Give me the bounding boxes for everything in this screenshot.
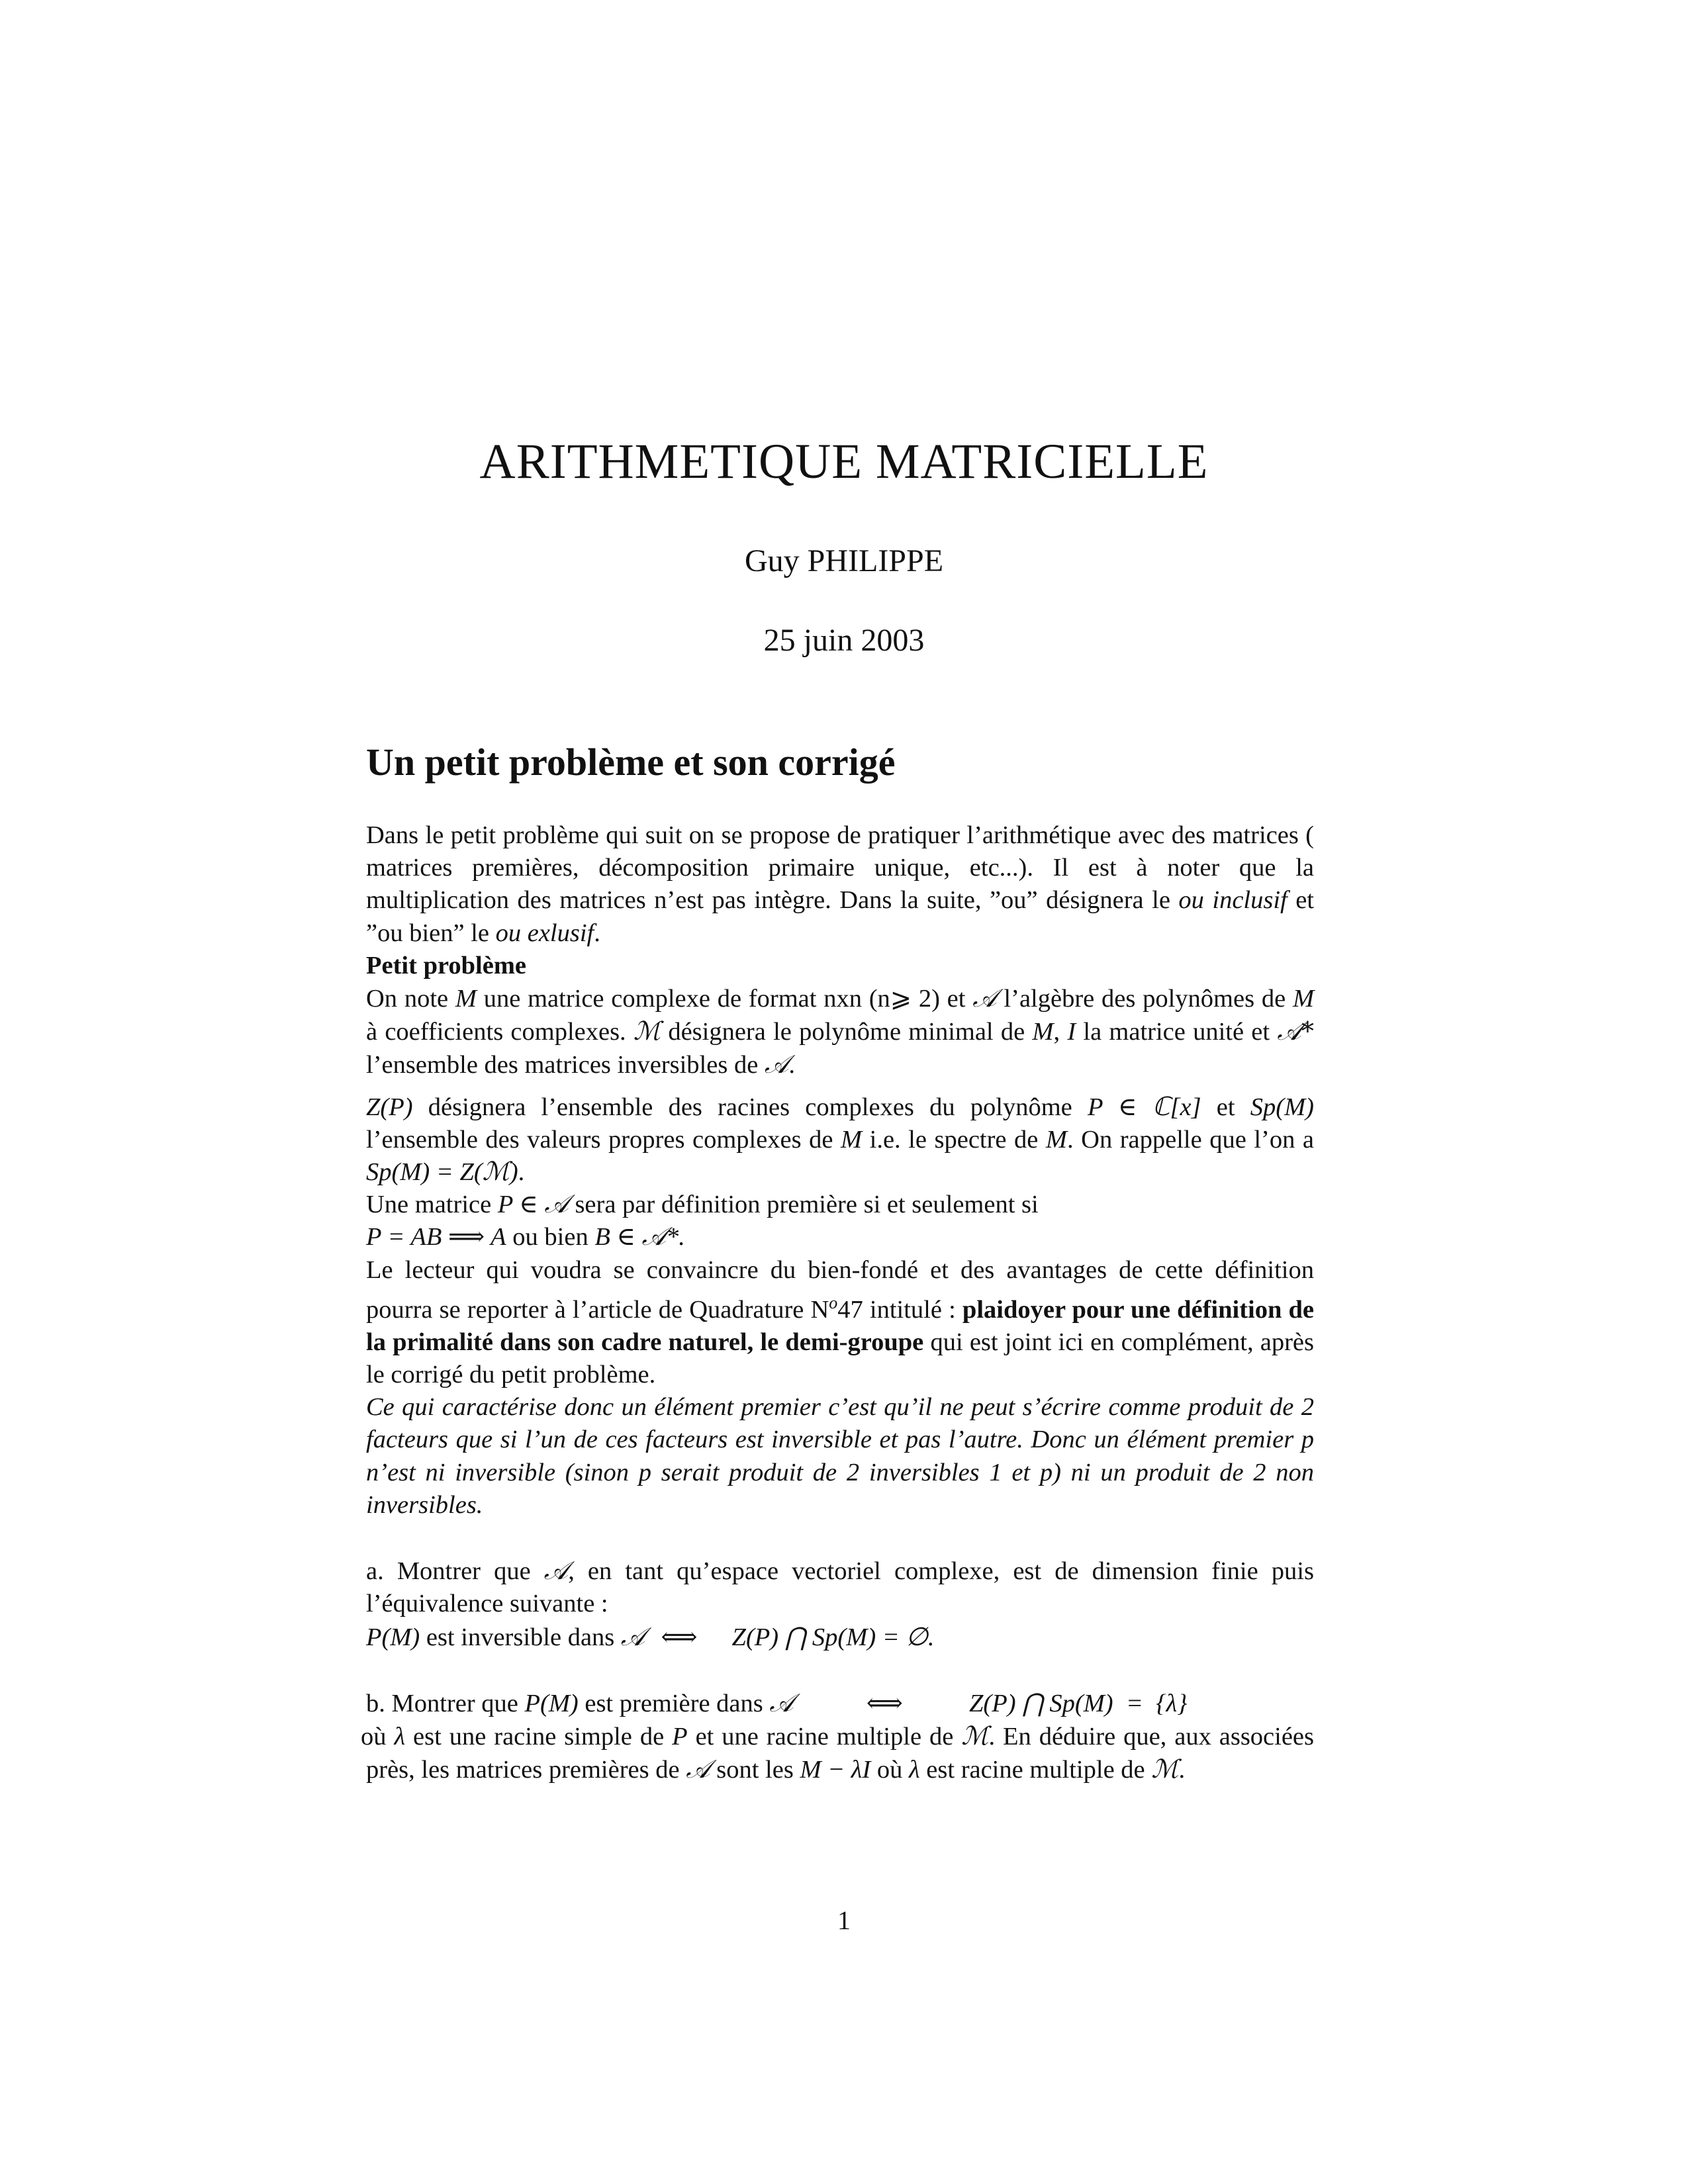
math-I: I <box>1067 1018 1076 1046</box>
math-M: M <box>1292 985 1315 1013</box>
text: la matrice unité et <box>1076 1018 1278 1046</box>
text: On note <box>366 985 455 1013</box>
text: est racine multiple de <box>919 1756 1152 1784</box>
document-title: ARITHMETIQUE MATRICIELLE <box>479 434 1209 489</box>
intro-text-2: et ”ou bien” le <box>366 886 1314 947</box>
math-lambda: λ <box>394 1722 406 1751</box>
problem-heading <box>366 950 1314 982</box>
intro-italic-2: ou exlusif <box>495 919 594 947</box>
text: , <box>1053 1018 1068 1046</box>
paragraph-reference <box>366 1254 1314 1392</box>
math-p: p <box>1039 1458 1053 1486</box>
math-Mcal: ℳ <box>961 1721 989 1751</box>
text: Une matrice <box>366 1191 498 1219</box>
text: a. Montrer que <box>366 1557 544 1586</box>
math-M: M <box>1045 1125 1067 1154</box>
math-A: 𝒜 <box>764 1050 789 1080</box>
math-M-minus-lambdaI: M − λI <box>800 1756 871 1784</box>
text: l’ensemble des matrices inversibles de <box>366 1051 765 1079</box>
italic-SpM: Sp(M) <box>1250 1093 1314 1121</box>
math-M: M <box>841 1125 863 1154</box>
text: désignera l’ensemble des racines complexes du polynôme <box>412 1093 1088 1121</box>
paragraph-prime-definition <box>366 1189 1314 1253</box>
math-A: 𝒜 <box>620 1621 645 1652</box>
math-P-eq-AB: P = AB ⟹ A <box>366 1223 506 1251</box>
section-title: Un petit problème et son corrigé <box>366 741 896 784</box>
math-A: 𝒜 <box>972 983 997 1014</box>
text: sont les <box>710 1756 800 1784</box>
text: b. Montrer que <box>366 1689 525 1717</box>
text: est première dans <box>578 1689 770 1717</box>
paragraph-spectrum <box>366 1091 1314 1189</box>
math-P-in-A: P ∈ 𝒜 <box>497 1191 569 1219</box>
math-eq-empty: Z(P) ⋂ Sp(M) = ∅. <box>731 1623 935 1651</box>
paragraph-characterisation <box>366 1391 1314 1522</box>
superscript-o: o <box>829 1293 838 1312</box>
math-B-in-Astar: B ∈ 𝒜*. <box>594 1223 685 1251</box>
intro-text-1: Dans le petit problème qui suit on se propose de pratiquer l’arithmétique avec des matrices ( matrices premières, décomposition primaire unique, etc...). Il est à noter que la multiplication des matrices n’est pas intègre. Dans la suite, ”ou” désignera le <box>366 821 1314 915</box>
text: , en tant qu’espace vectoriel complexe, est de dimension finie puis l’équivalence suivante : <box>366 1557 1314 1618</box>
text: l’algèbre des polynômes de <box>996 985 1293 1013</box>
text: . <box>518 1158 525 1187</box>
author-name: Guy PHILIPPE <box>744 543 944 578</box>
math-M: M <box>455 985 477 1013</box>
intro-text-3: . <box>594 919 600 947</box>
math-eq-lambda: Z(P) ⋂ Sp(M) = {λ} <box>969 1689 1188 1717</box>
text: . On rappelle que l’on a <box>1067 1125 1314 1154</box>
paragraph-definitions <box>366 982 1314 1082</box>
math-Mcal: ℳ <box>633 1017 661 1047</box>
text: est inversible dans <box>420 1623 621 1651</box>
text: désignera le polynôme minimal de <box>661 1018 1033 1046</box>
text: et une racine multiple de <box>687 1722 962 1751</box>
intro-italic-1: ou inclusif <box>1178 886 1288 915</box>
text: . <box>1178 1756 1186 1784</box>
text: où <box>870 1756 909 1784</box>
text: Le lecteur qui voudra se convaincre du bien-fondé et des avantages de cette définition pourra se reporter à l’article de Quadrature N <box>366 1255 1314 1324</box>
italic-ZP: Z(P) <box>366 1093 413 1121</box>
math-iff: ⟺ <box>661 1623 698 1651</box>
math-Astar: 𝒜* <box>1277 1017 1314 1047</box>
problem-heading-text: Petit problème <box>366 951 526 979</box>
math-P-in-Cx: P ∈ ℂ[x] <box>1087 1093 1201 1121</box>
math-p: p <box>638 1458 651 1486</box>
bold-article-title: plaidoyer pour une définition de la primalité dans son cadre naturel, le demi-groupe <box>366 1295 1314 1356</box>
italic-text: ) ni un produit de 2 non inversibles. <box>366 1458 1314 1519</box>
math-A: 𝒜 <box>686 1754 710 1785</box>
math-Mcal: ℳ <box>1151 1754 1179 1785</box>
math-A: 𝒜 <box>769 1688 794 1718</box>
italic-text: serait produit de 2 inversibles 1 et <box>651 1458 1040 1486</box>
math-Sp-eq: Sp(M) = Z(ℳ) <box>366 1158 518 1187</box>
math-A: 𝒜 <box>543 1556 569 1586</box>
text: est une racine simple de <box>405 1722 673 1751</box>
math-lambda: λ <box>908 1756 920 1784</box>
math-PM: P(M) <box>366 1623 420 1651</box>
text: 47 intitulé : <box>837 1295 962 1324</box>
italic-text: n’est ni inversible (sinon <box>366 1458 639 1486</box>
math-P: P <box>672 1722 688 1751</box>
text: i.e. le spectre de <box>862 1125 1046 1154</box>
math-M: M <box>1032 1018 1054 1046</box>
text: . <box>788 1051 795 1079</box>
math-PM: P(M) <box>524 1689 579 1717</box>
document-date: 25 juin 2003 <box>763 623 925 658</box>
math-iff: ⟺ <box>866 1689 903 1717</box>
italic-text: Ce qui caractérise donc un élément premier c’est qu’il ne peut s’écrire comme produit de 2 facteurs que si l’un de ces facteurs est inversible et pas l’autre. Donc un élément premier <box>366 1393 1314 1454</box>
text: une matrice complexe de format nxn (n⩾ 2) et <box>476 985 973 1013</box>
text: et <box>1201 1093 1250 1121</box>
text: où <box>361 1722 395 1751</box>
question-b <box>361 1687 1315 1787</box>
body-text <box>361 819 1315 1786</box>
text: l’ensemble des valeurs propres complexes de <box>366 1125 841 1154</box>
intro-paragraph <box>366 819 1314 950</box>
page-number: 1 <box>837 1905 851 1935</box>
text: sera par définition première si et seulement si <box>568 1191 1039 1219</box>
text: à coefficients complexes. <box>366 1018 633 1046</box>
question-a <box>366 1555 1314 1654</box>
math-p: p <box>1301 1426 1314 1454</box>
text: ou bien <box>506 1223 595 1251</box>
text: . En déduire que, aux associées près, les matrices premières de <box>366 1722 1315 1784</box>
text: qui est joint ici en complément, après le corrigé du petit problème. <box>366 1328 1315 1389</box>
